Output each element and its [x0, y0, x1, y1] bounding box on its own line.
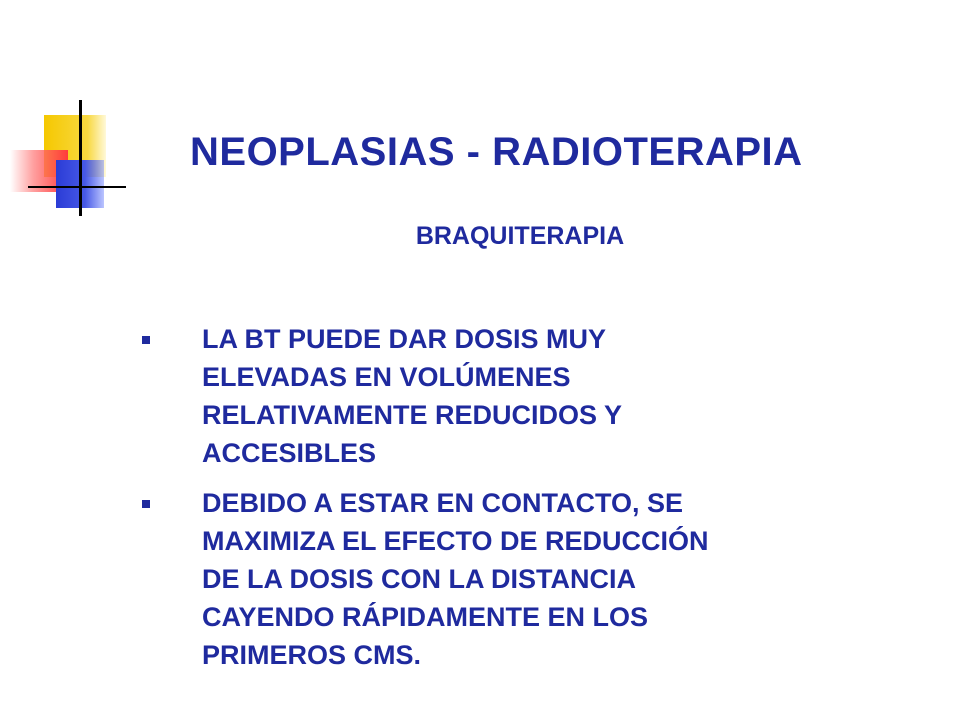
slide-subtitle: BRAQUITERAPIA	[415, 222, 625, 250]
vertical-line-shape	[79, 100, 82, 216]
slide-title: NEOPLASIAS - RADIOTERAPIA	[190, 130, 803, 174]
bullet-item	[130, 320, 750, 472]
bullet-item	[130, 484, 750, 674]
bullet-text: DEBIDO A ESTAR EN CONTACTO, SE MAXIMIZA EL EFECTO DE REDUCCIÓN DE LA DOSIS CON LA DISTANCIA CAYENDO RÁPIDAMENTE EN LOS PRIMEROS CMS.	[202, 488, 709, 670]
bullet-list	[130, 320, 750, 686]
decorative-squares-logo	[0, 0, 140, 240]
bullet-text: LA BT PUEDE DAR DOSIS MUY ELEVADAS EN VOLÚMENES RELATIVAMENTE REDUCIDOS Y ACCESIBLES	[202, 324, 623, 468]
square-bullet-icon	[142, 500, 150, 508]
square-bullet-icon	[142, 336, 150, 344]
horizontal-line-shape	[28, 186, 126, 188]
